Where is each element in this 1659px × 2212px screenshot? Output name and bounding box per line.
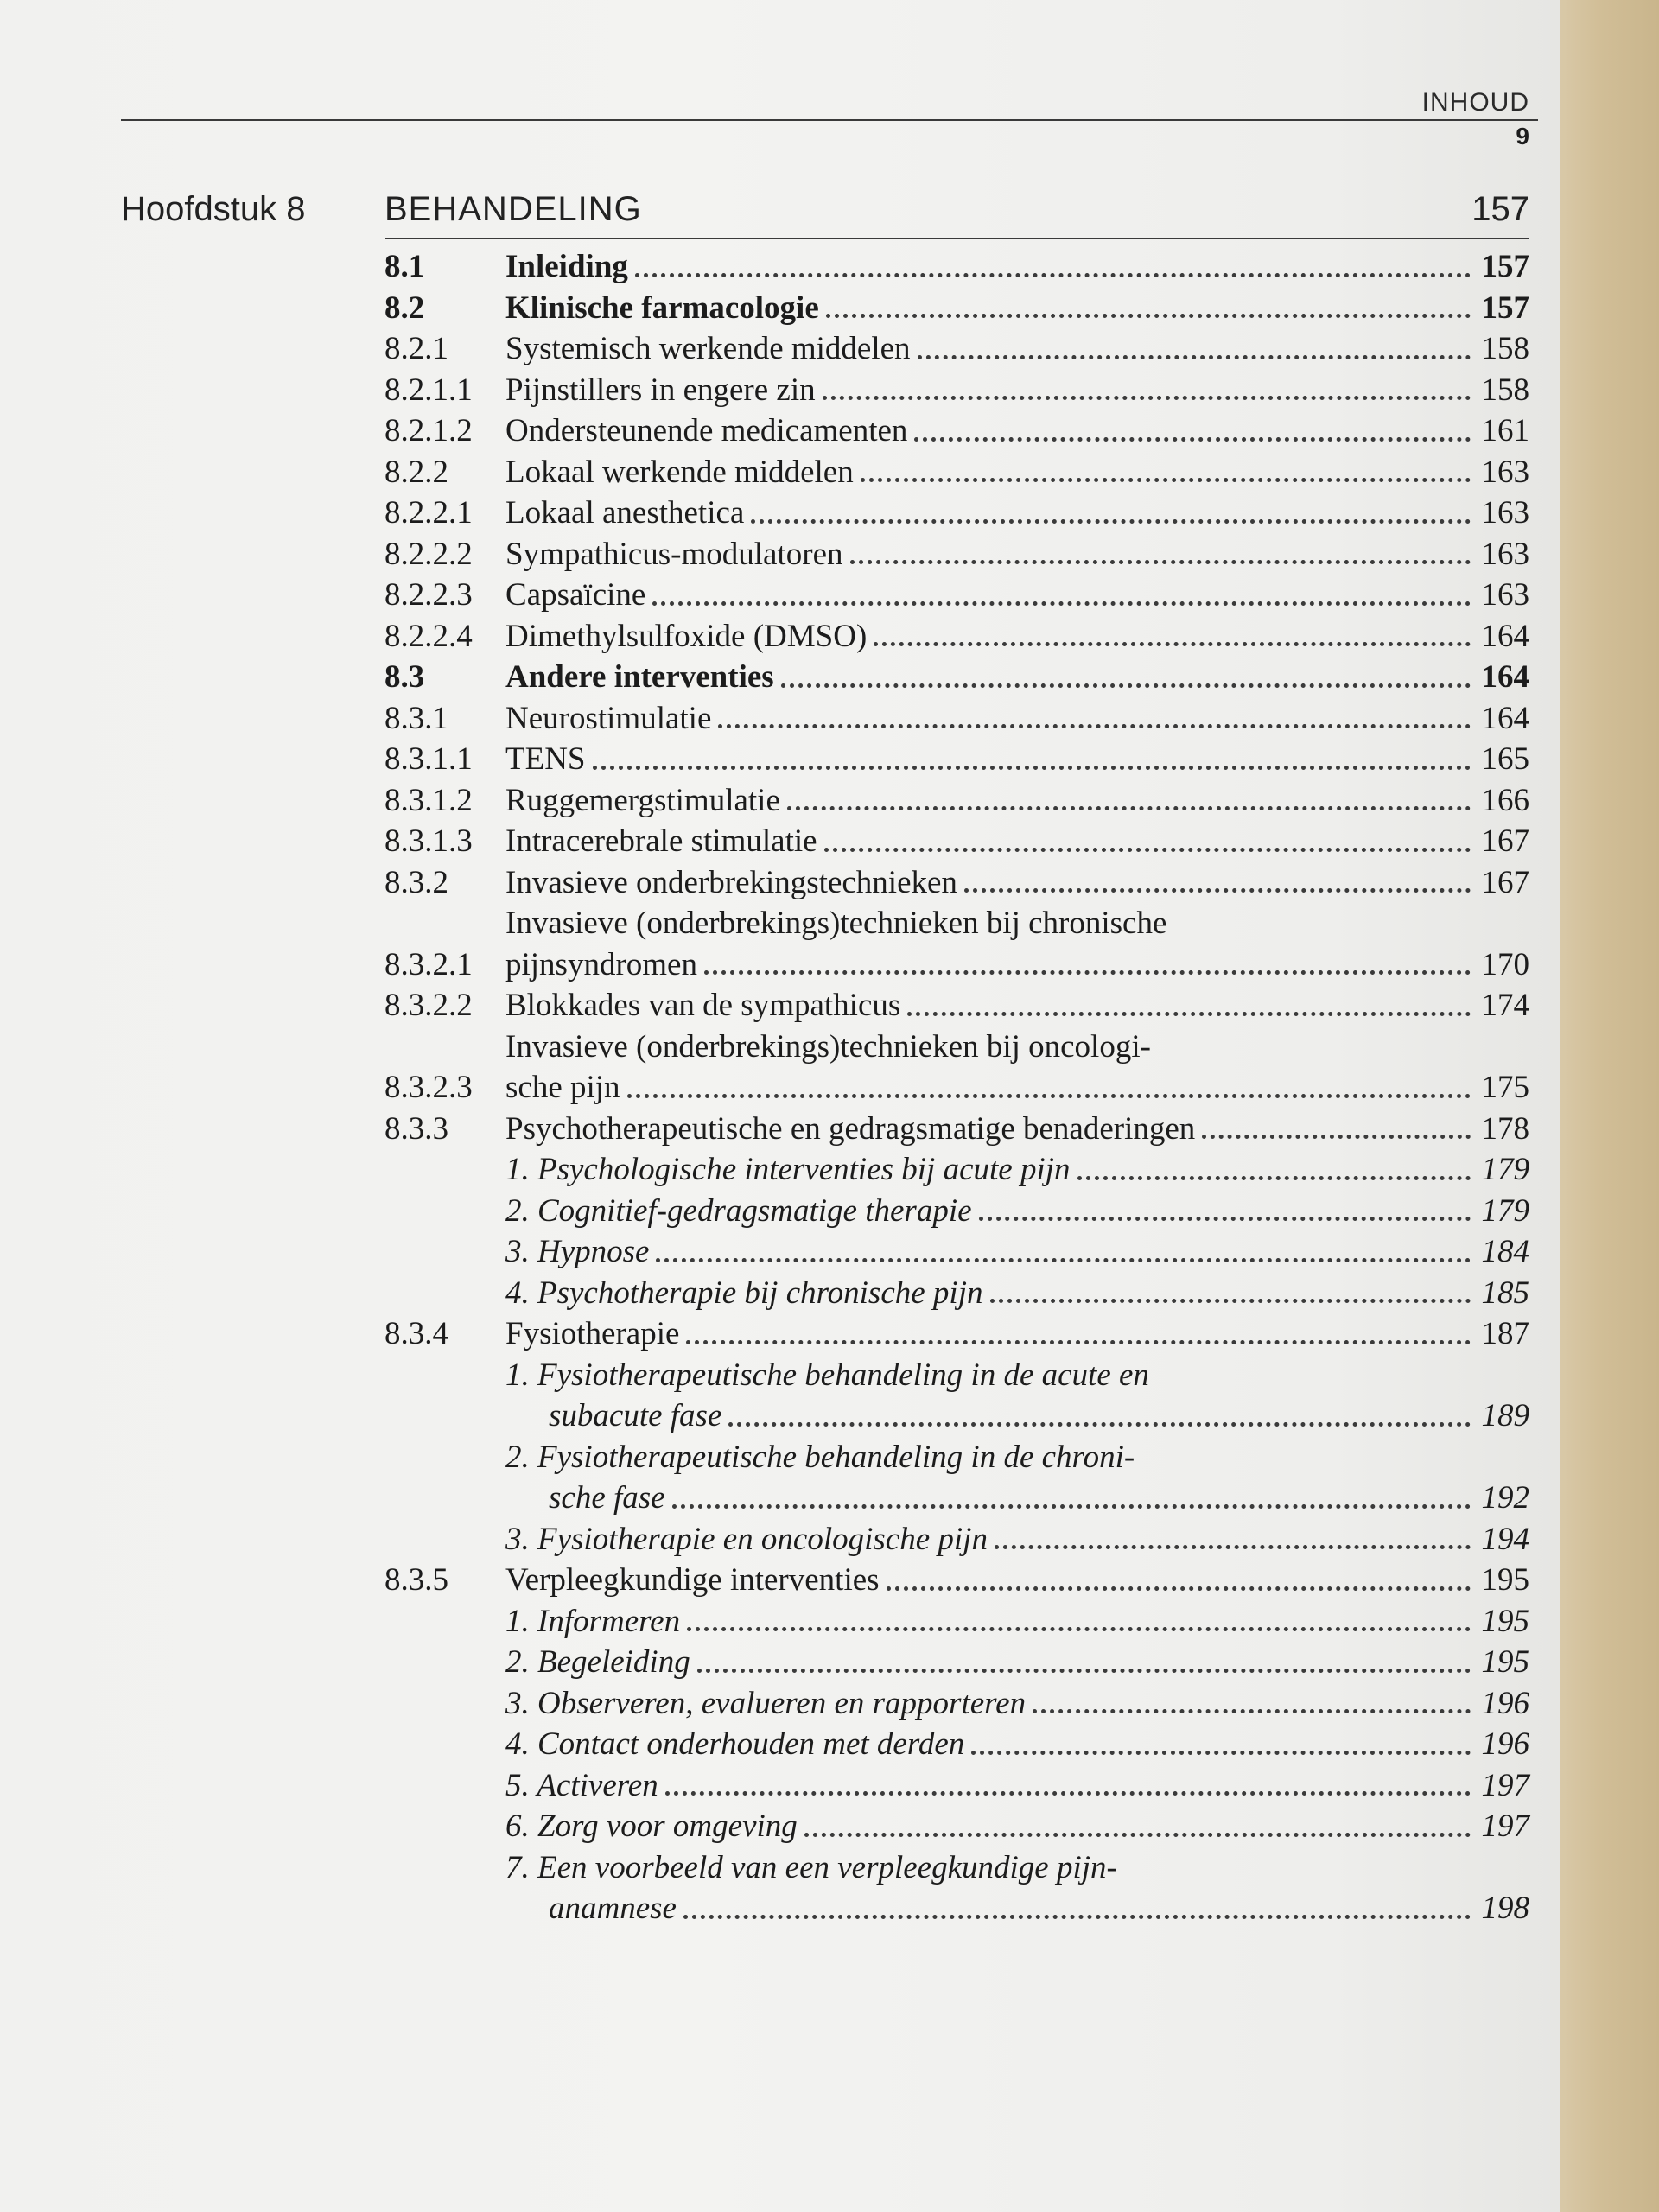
page-ref: 194	[1481, 1521, 1529, 1557]
section-number: 8.3.4	[385, 1316, 448, 1351]
section-number: 8.2.1.1	[385, 372, 473, 408]
page-ref: 167	[1481, 864, 1529, 900]
toc-subentry	[385, 1437, 1529, 1519]
page-ref: 161	[1481, 413, 1529, 448]
page-ref: 164	[1481, 659, 1529, 695]
dot-leader	[751, 519, 1471, 524]
page-ref: 179	[1481, 1192, 1529, 1229]
section-title: Blokkades van de sympathicus	[505, 988, 901, 1023]
section-title: Psychotherapeutische en gedragsmatige benaderingen	[505, 1110, 1196, 1147]
section-number: 8.2.2.2	[385, 536, 473, 572]
section-title: Capsaïcine	[505, 577, 646, 613]
section-title: Sympathicus-modulatoren	[505, 536, 843, 572]
dot-leader	[697, 1669, 1471, 1673]
toc-entry	[385, 1027, 1529, 1109]
page-ref: 163	[1481, 536, 1529, 572]
dot-leader	[1077, 1176, 1471, 1180]
section-title-line2: pijnsyndromen	[505, 946, 697, 982]
dot-leader	[728, 1422, 1471, 1427]
section-title: Invasieve onderbrekingstechnieken	[505, 864, 957, 900]
section-title: Inleiding	[505, 249, 628, 284]
page-ref: 197	[1481, 1808, 1529, 1844]
section-title: Ruggemergstimulatie	[505, 782, 780, 818]
subentry-title: 1. Psychologische interventies bij acute pijn	[505, 1152, 1071, 1187]
toc-entry	[385, 657, 1529, 698]
subentry-title: 3. Observeren, evalueren en rapporteren	[505, 1685, 1027, 1721]
page-ref: 163	[1481, 495, 1529, 531]
dot-leader	[824, 848, 1471, 852]
toc-entry	[385, 452, 1529, 493]
toc-entry	[385, 1313, 1529, 1355]
toc-content	[121, 78, 1538, 1929]
section-number: 8.2.1	[385, 331, 448, 366]
page-ref: 170	[1481, 946, 1529, 982]
section-title: Dimethylsulfoxide (DMSO)	[505, 618, 868, 654]
toc-subentry	[385, 1765, 1529, 1807]
toc-subentry	[385, 1231, 1529, 1273]
page-number: 9	[1516, 123, 1529, 149]
section-title: Verpleegkundige interventies	[505, 1562, 880, 1598]
subentry-title-line2: anamnese	[549, 1891, 677, 1926]
chapter-heading	[121, 190, 1538, 229]
running-head-title: INHOUD	[1421, 88, 1529, 117]
dot-leader	[964, 888, 1471, 893]
dot-leader	[704, 970, 1471, 975]
page-ref: 166	[1481, 782, 1529, 818]
page-ref: 164	[1481, 618, 1529, 654]
subentry-title: 4. Psychotherapie bij chronische pijn	[505, 1274, 983, 1311]
section-number: 8.3.1.3	[385, 823, 473, 859]
chapter-page: 157	[1471, 190, 1529, 228]
page-ref: 197	[1481, 1767, 1529, 1803]
page-ref: 158	[1481, 372, 1529, 408]
section-title: TENS	[505, 741, 586, 777]
section-title: Ondersteunende medicamenten	[505, 413, 908, 448]
dot-leader	[718, 724, 1471, 728]
subentry-title-line1: 7. Een voorbeeld van een verpleegkundige pijn-	[505, 1849, 1117, 1885]
toc-entry	[385, 821, 1529, 862]
page-ref: 165	[1481, 741, 1529, 777]
dot-leader	[990, 1299, 1471, 1303]
section-number: 8.3.2.3	[385, 1070, 473, 1105]
section-number: 8.2.1.2	[385, 413, 473, 448]
dot-leader	[672, 1504, 1471, 1509]
section-number: 8.3.1.1	[385, 741, 473, 777]
subentry-title-line1: 1. Fysiotherapeutische behandeling in de acute en	[505, 1357, 1149, 1393]
toc-entry	[385, 1109, 1529, 1150]
subentry-title: 3. Fysiotherapie en oncologische pijn	[505, 1521, 988, 1557]
dot-leader	[1033, 1709, 1471, 1713]
header-rule	[121, 119, 1538, 121]
toc-entry	[385, 534, 1529, 575]
dot-leader	[656, 1258, 1471, 1262]
page-ref: 195	[1481, 1562, 1529, 1598]
running-head	[121, 78, 1538, 147]
chapter-title: BEHANDELING	[385, 190, 642, 228]
toc-entry	[385, 410, 1529, 452]
page-ref: 163	[1481, 577, 1529, 613]
section-number: 8.3.2.1	[385, 946, 473, 982]
section-number: 8.2.2.3	[385, 577, 473, 613]
page-ref: 195	[1481, 1603, 1529, 1639]
toc-entry	[385, 288, 1529, 329]
dot-leader	[826, 314, 1471, 318]
page-edge-background	[1560, 0, 1659, 2212]
dot-leader	[593, 766, 1471, 770]
toc-entry	[385, 862, 1529, 904]
dot-leader	[979, 1217, 1471, 1221]
toc-subentry	[385, 1806, 1529, 1847]
dot-leader	[687, 1627, 1471, 1631]
section-number: 8.2.2	[385, 454, 448, 490]
dot-leader	[665, 1791, 1471, 1796]
dot-leader	[804, 1833, 1471, 1837]
section-title: Klinische farmacologie	[505, 289, 819, 326]
dot-leader	[887, 1586, 1471, 1591]
toc-entry	[385, 903, 1529, 985]
dot-leader	[995, 1545, 1471, 1549]
toc-entry	[385, 370, 1529, 411]
subentry-title: 3. Hypnose	[505, 1234, 650, 1269]
page-ref: 164	[1481, 700, 1529, 736]
toc-subentry	[385, 1149, 1529, 1191]
section-number: 8.3.2	[385, 864, 448, 900]
page-ref: 179	[1481, 1152, 1529, 1187]
section-title: Andere interventies	[505, 659, 774, 695]
section-number: 8.2.2.4	[385, 618, 473, 654]
section-title: Systemisch werkende middelen	[505, 331, 911, 366]
page-ref: 184	[1481, 1234, 1529, 1269]
toc-subentry	[385, 1601, 1529, 1643]
page-ref: 195	[1481, 1644, 1529, 1680]
toc-entry	[385, 616, 1529, 658]
toc-entry	[385, 328, 1529, 370]
section-number: 8.2	[385, 289, 425, 326]
section-number: 8.3.1	[385, 700, 448, 736]
toc-subentry	[385, 1519, 1529, 1560]
section-title: Lokaal werkende middelen	[505, 454, 854, 490]
toc-subentry	[385, 1847, 1529, 1929]
section-number: 8.3	[385, 659, 425, 695]
section-number: 8.2.2.1	[385, 495, 473, 531]
section-number: 8.1	[385, 249, 425, 284]
section-number: 8.3.1.2	[385, 782, 473, 818]
dot-leader	[914, 437, 1471, 442]
toc-entry	[385, 739, 1529, 780]
toc-entry	[385, 493, 1529, 534]
toc-entry	[385, 780, 1529, 822]
page-ref: 196	[1481, 1726, 1529, 1762]
toc-entry	[385, 575, 1529, 616]
page-ref: 185	[1481, 1274, 1529, 1311]
dot-leader	[686, 1340, 1471, 1344]
toc-entry	[385, 698, 1529, 740]
subentry-title: 2. Cognitief-gedragsmatige therapie	[505, 1192, 972, 1229]
page-ref: 187	[1481, 1316, 1529, 1351]
page-ref: 157	[1481, 249, 1529, 284]
toc-entry	[385, 1560, 1529, 1601]
toc-subentry	[385, 1355, 1529, 1437]
chapter-label: Hoofdstuk 8	[121, 190, 306, 228]
section-title-line1: Invasieve (onderbrekings)technieken bij chronische	[505, 906, 1167, 941]
subentry-title: 6. Zorg voor omgeving	[505, 1808, 798, 1844]
subentry-title: 2. Begeleiding	[505, 1644, 690, 1680]
dot-leader	[823, 396, 1471, 400]
subentry-title: 5. Activeren	[505, 1767, 658, 1803]
subentry-title-line2: subacute fase	[549, 1398, 722, 1433]
subentry-title-line2: sche fase	[549, 1480, 665, 1516]
dot-leader	[683, 1915, 1471, 1919]
section-number: 8.3.3	[385, 1110, 448, 1147]
dot-leader	[781, 683, 1471, 688]
subentry-title-line1: 2. Fysiotherapeutische behandeling in de chroni-	[505, 1439, 1135, 1475]
section-title: Intracerebrale stimulatie	[505, 823, 817, 859]
page-ref: 198	[1481, 1891, 1529, 1926]
toc-entry	[385, 246, 1529, 288]
section-title-line2: sche pijn	[505, 1070, 620, 1105]
page-ref: 192	[1481, 1480, 1529, 1516]
dot-leader	[874, 642, 1471, 646]
dot-leader	[1202, 1135, 1471, 1139]
page-ref: 167	[1481, 823, 1529, 859]
section-title: Lokaal anesthetica	[505, 495, 745, 531]
dot-leader	[971, 1751, 1471, 1755]
page-ref: 175	[1481, 1070, 1529, 1105]
subentry-title: 4. Contact onderhouden met derden	[505, 1726, 965, 1762]
section-number: 8.3.2.2	[385, 988, 473, 1023]
page-ref: 163	[1481, 454, 1529, 490]
chapter-rule	[385, 238, 1529, 239]
dot-leader	[635, 273, 1471, 277]
toc-subentry	[385, 1724, 1529, 1765]
page-ref: 196	[1481, 1685, 1529, 1721]
page-ref: 178	[1481, 1110, 1529, 1147]
section-title: Pijnstillers in engere zin	[505, 372, 816, 408]
section-title: Neurostimulatie	[505, 700, 712, 736]
toc-entry	[385, 985, 1529, 1027]
subentry-title: 1. Informeren	[505, 1603, 681, 1639]
dot-leader	[787, 806, 1471, 810]
dot-leader	[850, 560, 1471, 564]
section-title-line1: Invasieve (onderbrekings)technieken bij oncologi-	[505, 1028, 1151, 1065]
page-ref: 158	[1481, 331, 1529, 366]
toc-subentry	[385, 1683, 1529, 1725]
toc-subentry	[385, 1273, 1529, 1314]
page-ref: 174	[1481, 988, 1529, 1023]
toc-subentry	[385, 1191, 1529, 1232]
page-ref: 157	[1481, 289, 1529, 326]
toc-list	[385, 246, 1529, 1929]
dot-leader	[627, 1094, 1471, 1098]
dot-leader	[918, 355, 1471, 359]
page-ref: 189	[1481, 1398, 1529, 1433]
dot-leader	[861, 478, 1471, 482]
section-number: 8.3.5	[385, 1562, 448, 1598]
dot-leader	[652, 601, 1471, 606]
toc-subentry	[385, 1642, 1529, 1683]
dot-leader	[907, 1012, 1471, 1016]
section-title: Fysiotherapie	[505, 1316, 680, 1351]
